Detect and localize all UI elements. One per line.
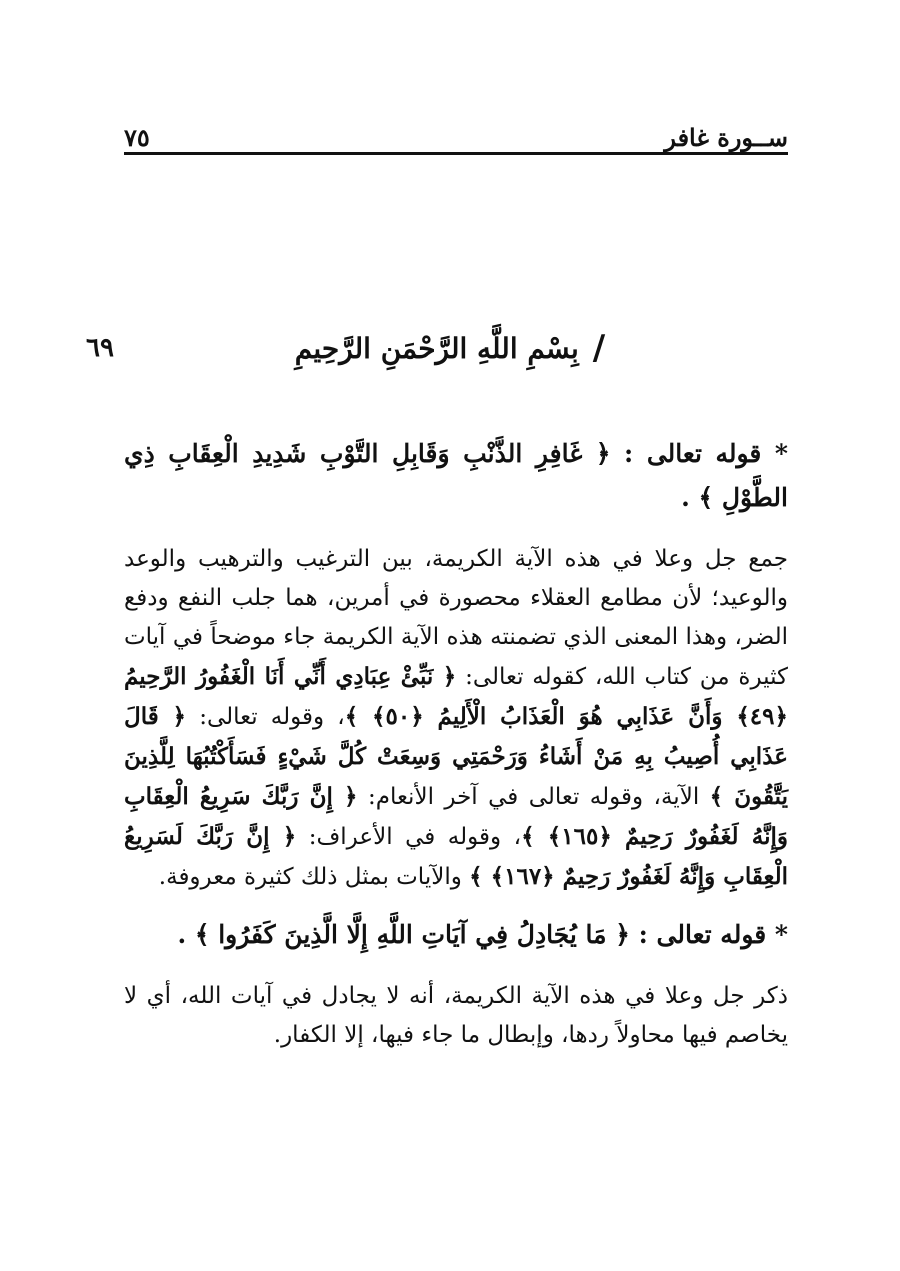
- basmala: بِسْمِ اللَّهِ الرَّحْمَنِ الرَّحِيمِ: [294, 331, 579, 365]
- heading-verse: ﴿ غَافِرِ الذَّنْبِ وَقَابِلِ التَّوْبِ شَدِيدِ الْعِقَابِ ذِي الطَّوْلِ ﴾: [124, 439, 788, 512]
- commentary-text: جمع جل وعلا في هذه الآية الكريمة، بين الترغيب والترهيب والوعد والوعيد؛ لأن مطامع العقلاء محصورة في أمرين، هما جلب النفع ودفع الضر، وهذا المعنى الذي تضمنته هذه الآية الكريمة جاء موضحاً في آيات كثيرة من كتاب الله، كقوله تعالى:: [124, 546, 788, 690]
- commentary-paragraph-1: [124, 540, 788, 897]
- heading-tail: .: [177, 920, 195, 949]
- section-heading-2: [124, 913, 788, 957]
- main-content: [124, 432, 788, 1071]
- commentary-text: والآيات بمثل ذلك كثيرة معروفة.: [158, 864, 470, 890]
- surah-title: ســورة غافر: [664, 123, 788, 152]
- commentary-text: ، وقوله تعالى:: [186, 704, 345, 730]
- page-header: [124, 112, 788, 152]
- quoted-verse: ﴿ نَبِّئْ عِبَادِي أَنِّي أَنَا الْغَفُورُ الرَّحِيمُ ﴿٤٩﴾ وَأَنَّ عَذَابِي هُوَ الْعَذَابُ الْأَلِيمُ ﴿٥٠﴾ ﴾: [124, 663, 788, 730]
- margin-number: ٦٩: [86, 333, 114, 363]
- header-rule: [124, 152, 788, 155]
- heading-verse: ﴿ مَا يُجَادِلُ فِي آيَاتِ اللَّهِ إِلَّا الَّذِينَ كَفَرُوا ﴾: [194, 920, 630, 949]
- basmala-block: [294, 318, 606, 378]
- heading-tail: .: [681, 483, 699, 512]
- quoted-verse: ﴿ إِنَّ رَبَّكَ سَرِيعُ الْعِقَابِ وَإِنَّهُ لَغَفُورٌ رَحِيمٌ ﴿١٦٥﴾ ﴾: [124, 783, 789, 850]
- section-heading-1: [124, 432, 788, 520]
- commentary-text: ، وقوله في الأعراف:: [296, 824, 522, 850]
- quoted-verse: ﴿ قَالَ عَذَابِي أُصِيبُ بِهِ مَنْ أَشَاءُ وَرَحْمَتِي وَسِعَتْ كُلَّ شَيْءٍ فَسَأَكْتُبُهَا لِلَّذِينَ يَتَّقُونَ ﴾: [124, 703, 789, 810]
- heading-lead: قوله تعالى :: [638, 920, 767, 949]
- star-marker: *: [774, 920, 788, 949]
- commentary-paragraph-2: ذكر جل وعلا في هذه الآية الكريمة، أنه لا يجادل في آيات الله، أي لا يخاصم فيها محاولاً ردها، وإبطال ما جاء فيها، إلا الكفار.: [124, 983, 788, 1048]
- slash-mark: /: [592, 328, 606, 368]
- commentary-text: الآية، وقوله تعالى في آخر الأنعام:: [357, 784, 710, 810]
- page-number: ٧٥: [124, 123, 150, 152]
- heading-lead: قوله تعالى :: [624, 439, 762, 468]
- quoted-verse: ﴿ إِنَّ رَبَّكَ لَسَرِيعُ الْعِقَابِ وَإِنَّهُ لَغَفُورٌ رَحِيمٌ ﴿١٦٧﴾ ﴾: [124, 823, 788, 890]
- star-marker: *: [774, 439, 788, 468]
